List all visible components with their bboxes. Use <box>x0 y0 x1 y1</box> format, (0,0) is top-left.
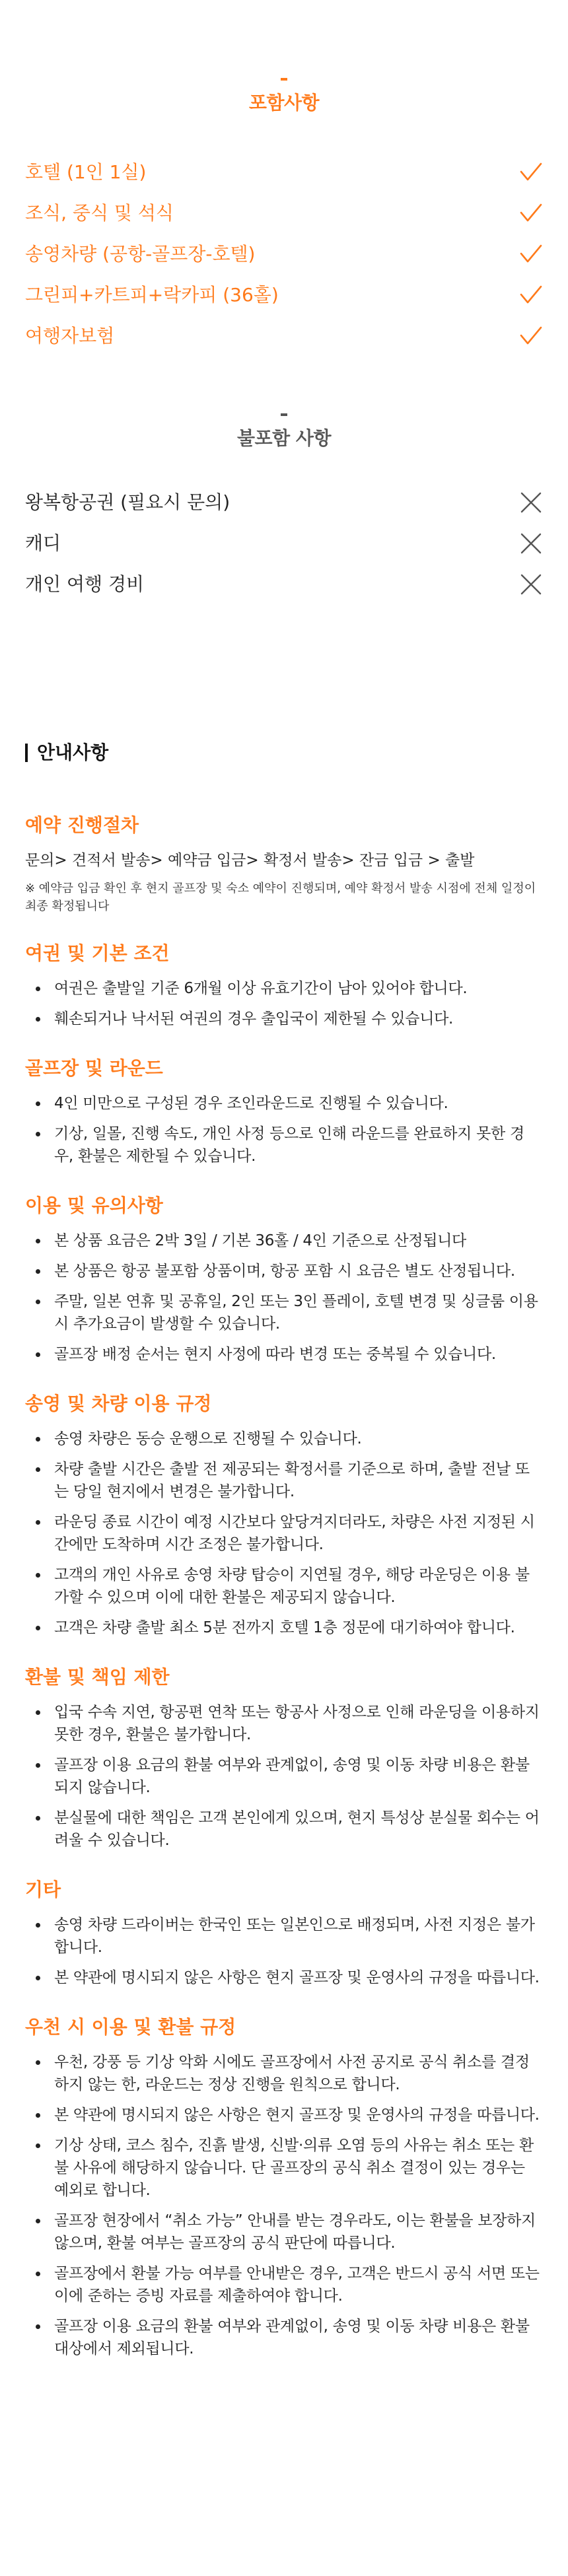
guide-bullet: 라운딩 종료 시간이 예정 시간보다 앞당겨지더라도, 차량은 사전 지정된 시간에만 도착하며 시간 조정은 불가합니다. <box>25 1511 543 1556</box>
guide-bullet: 4인 미만으로 구성된 경우 조인라운드로 진행될 수 있습니다. <box>25 1092 543 1115</box>
excluded-header <box>0 413 568 450</box>
included-list <box>25 152 543 357</box>
guide-section <box>25 1193 543 1366</box>
x-icon <box>519 532 543 555</box>
guide-bullet: 주말, 일본 연휴 및 공휴일, 2인 또는 3인 플레이, 호텔 변경 및 싱글룸 이용 시 추가요금이 발생할 수 있습니다. <box>25 1290 543 1335</box>
guide-title: 안내사항 <box>25 740 543 766</box>
guide-section-title: 골프장 및 라운드 <box>25 1057 163 1079</box>
guide-bullet-list <box>25 1428 543 1639</box>
guide-bullet: 기상, 일몰, 진행 속도, 개인 사정 등으로 인해 라운드를 완료하지 못한 경우, 환불은 제한될 수 있습니다. <box>25 1123 543 1167</box>
guide-bullet: 기상 상태, 코스 침수, 진흙 발생, 신발·의류 오염 등의 사유는 취소 또는 환불 사유에 해당하지 않습니다. 단 골프장의 공식 취소 결정이 있는 경우는 예외로 합니다. <box>25 2134 543 2202</box>
guide-section <box>25 1664 543 1852</box>
included-header <box>0 78 568 115</box>
guide-bullet: 송영 차량은 동승 운행으로 진행될 수 있습니다. <box>25 1428 543 1450</box>
booking-process-note: ※ 예약금 입금 확인 후 현지 골프장 및 숙소 예약이 진행되며, 예약 확정서 발송 시점에 전체 일정이 최종 확정됩니다 <box>25 882 536 913</box>
included-item-label: 조식, 중식 및 석식 <box>25 202 174 224</box>
guide-section <box>25 1877 543 1989</box>
guide-bullet: 골프장 현장에서 “취소 가능” 안내를 받는 경우라도, 이는 환불을 보장하지 않으며, 환불 여부는 골프장의 공식 판단에 따릅니다. <box>25 2210 543 2254</box>
included-item-label: 그린피+카트피+락카피 (36홀) <box>25 284 279 306</box>
guide-bullet-list <box>25 1092 543 1167</box>
booking-process-text: 문의> 견적서 발송> 예약금 입금> 확정서 발송> 잔금 입금 > 출발 <box>25 852 475 869</box>
check-icon <box>519 324 543 348</box>
guide-bullet: 본 상품 요금은 2박 3일 / 기본 36홀 / 4인 기준으로 산정됩니다 <box>25 1230 543 1252</box>
included-item-label: 송영차량 (공항-골프장-호텔) <box>25 243 256 265</box>
included-item-label: 여행자보험 <box>25 325 115 347</box>
guide-section-title: 송영 및 차량 이용 규정 <box>25 1393 212 1414</box>
guide-bullet: 골프장 배정 순서는 현지 사정에 따라 변경 또는 중복될 수 있습니다. <box>25 1343 543 1366</box>
check-icon <box>519 160 543 184</box>
included-item <box>25 193 543 234</box>
guide <box>25 740 543 2385</box>
guide-bullet: 골프장 이용 요금의 환불 여부와 관계없이, 송영 및 이동 차량 비용은 환불 대상에서 제외됩니다. <box>25 2315 543 2360</box>
guide-section <box>25 940 543 1030</box>
guide-bullet: 차량 출발 시간은 출발 전 제공되는 확정서를 기준으로 하며, 출발 전날 또는 당일 현지에서 변경은 불가합니다. <box>25 1458 543 1503</box>
guide-section <box>25 2014 543 2360</box>
guide-bullet-list <box>25 1230 543 1366</box>
included-accent-dash <box>281 78 287 81</box>
included-item-label: 호텔 (1인 1실) <box>25 161 147 183</box>
guide-bullet: 골프장에서 환불 가능 여부를 안내받은 경우, 고객은 반드시 공식 서면 또는 이에 준하는 증빙 자료를 제출하여야 합니다. <box>25 2262 543 2307</box>
excluded-item-label: 왕복항공권 (필요시 문의) <box>25 491 231 513</box>
guide-section-title: 기타 <box>25 1879 61 1900</box>
guide-bullet: 본 상품은 항공 불포함 상품이며, 항공 포함 시 요금은 별도 산정됩니다. <box>25 1260 543 1282</box>
guide-bullet: 훼손되거나 낙서된 여권의 경우 출입국이 제한될 수 있습니다. <box>25 1008 543 1030</box>
included-item <box>25 275 543 316</box>
guide-bullet-list <box>25 2051 543 2360</box>
guide-bullet: 골프장 이용 요금의 환불 여부와 관계없이, 송영 및 이동 차량 비용은 환불되지 않습니다. <box>25 1754 543 1799</box>
included-item <box>25 234 543 275</box>
guide-bullet: 여권은 출발일 기준 6개월 이상 유효기간이 남아 있어야 합니다. <box>25 977 543 1000</box>
guide-bullet: 본 약관에 명시되지 않은 사항은 현지 골프장 및 운영사의 규정을 따릅니다. <box>25 2104 543 2126</box>
x-icon <box>519 491 543 514</box>
guide-bullet: 우천, 강풍 등 기상 악화 시에도 골프장에서 사전 공지로 공식 취소를 결정하지 않는 한, 라운드는 정상 진행을 원칙으로 합니다. <box>25 2051 543 2096</box>
guide-bullet: 고객의 개인 사유로 송영 차량 탑승이 지연될 경우, 해당 라운딩은 이용 불가할 수 있으며 이에 대한 환불은 제공되지 않습니다. <box>25 1564 543 1609</box>
guide-bullet-list <box>25 977 543 1030</box>
guide-bullet-list <box>25 1701 543 1852</box>
excluded-item <box>25 482 543 523</box>
check-icon <box>519 242 543 266</box>
guide-section-title: 환불 및 책임 제한 <box>25 1666 170 1688</box>
guide-section-title: 예약 진행절차 <box>25 814 139 836</box>
guide-bullet: 송영 차량 드라이버는 한국인 또는 일본인으로 배정되며, 사전 지정은 불가합니다. <box>25 1914 543 1959</box>
excluded-title: 불포함 사항 <box>237 427 331 449</box>
guide-section-title: 이용 및 유의사항 <box>25 1195 163 1216</box>
excluded-accent-dash <box>281 413 287 416</box>
included-title: 포함사항 <box>248 92 320 114</box>
guide-bullet: 분실물에 대한 책임은 고객 본인에게 있으며, 현지 특성상 분실물 회수는 어려울 수 있습니다. <box>25 1807 543 1852</box>
guide-section-title: 우천 시 이용 및 환불 규정 <box>25 2016 236 2038</box>
guide-section <box>25 1055 543 1167</box>
guide-bullet: 본 약관에 명시되지 않은 사항은 현지 골프장 및 운영사의 규정을 따릅니다. <box>25 1967 543 1989</box>
excluded-item-label: 개인 여행 경비 <box>25 573 145 595</box>
guide-section <box>25 1391 543 1639</box>
included-item <box>25 316 543 357</box>
included-item <box>25 152 543 193</box>
guide-bullet: 고객은 차량 출발 최소 5분 전까지 호텔 1층 정문에 대기하여야 합니다. <box>25 1617 543 1639</box>
excluded-list <box>25 482 543 605</box>
guide-bullet: 입국 수속 지연, 항공편 연착 또는 항공사 사정으로 인해 라운딩을 이용하지 못한 경우, 환불은 불가합니다. <box>25 1701 543 1746</box>
excluded-item <box>25 564 543 605</box>
check-icon <box>519 201 543 225</box>
check-icon <box>519 283 543 307</box>
guide-bullet-list <box>25 1914 543 1989</box>
guide-section-title: 여권 및 기본 조건 <box>25 942 170 964</box>
excluded-item-label: 캐디 <box>25 532 61 554</box>
x-icon <box>519 573 543 596</box>
excluded-item <box>25 523 543 564</box>
guide-section <box>25 812 543 915</box>
